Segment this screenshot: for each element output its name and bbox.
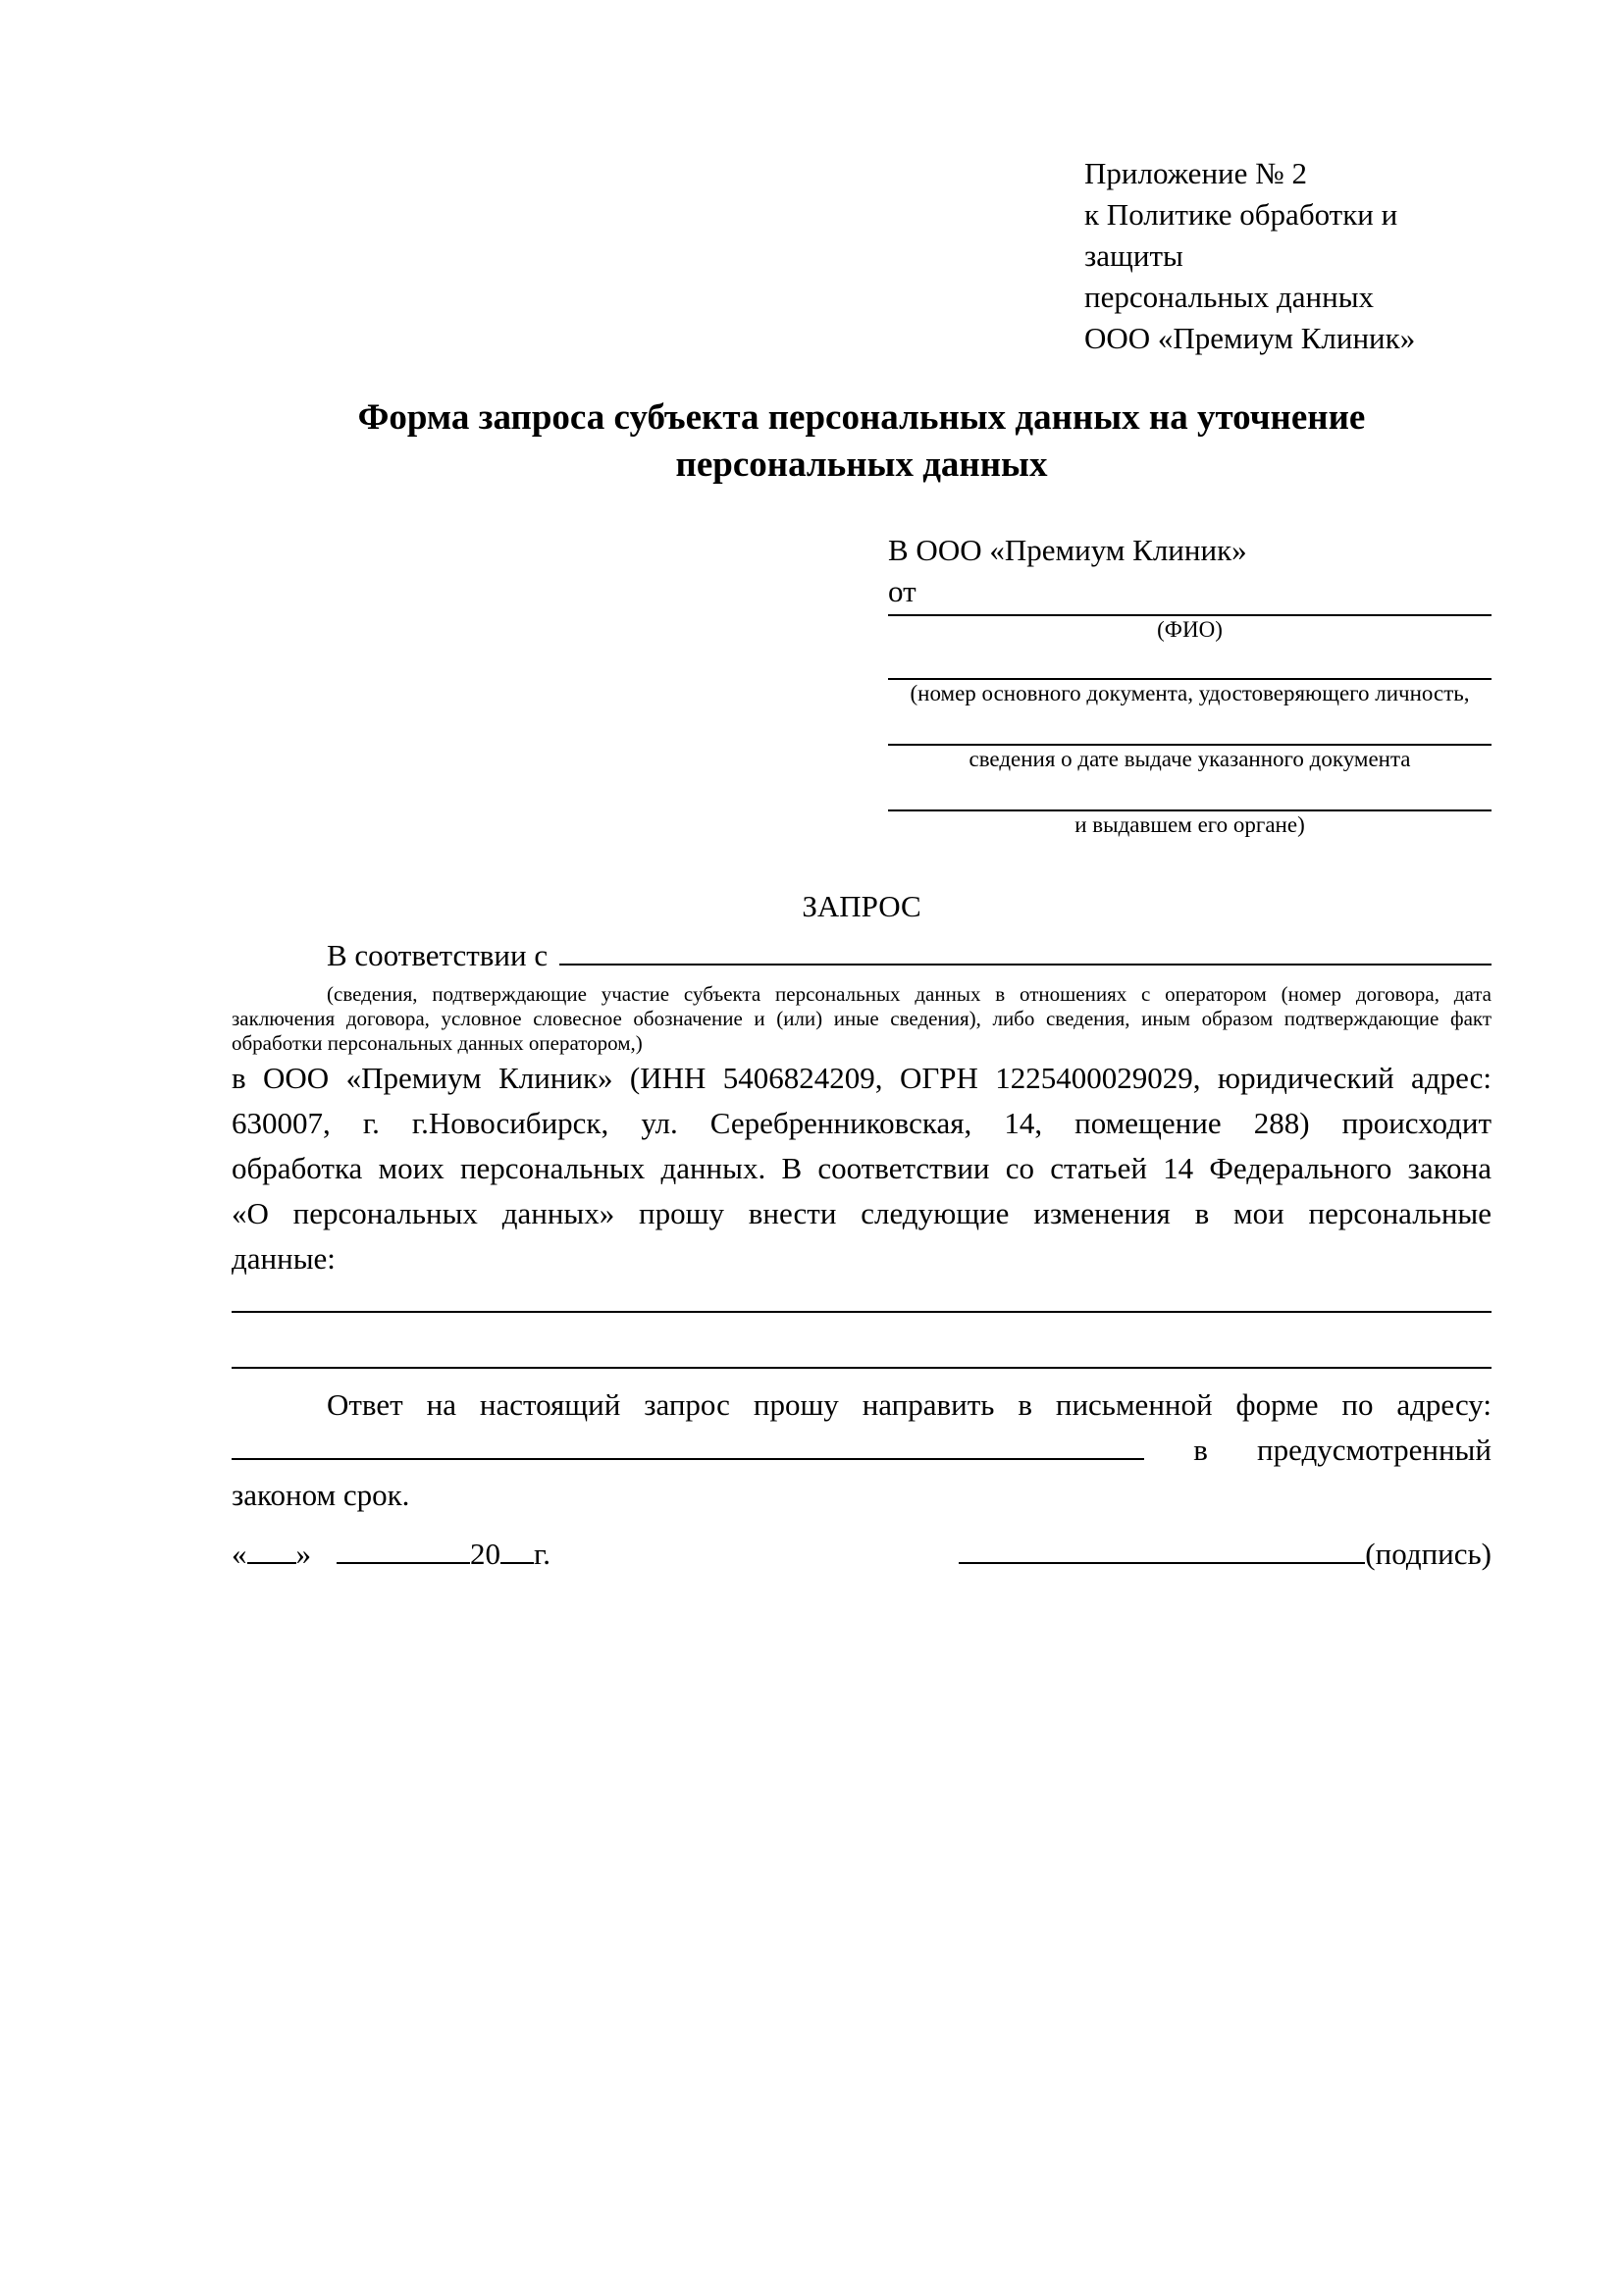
request-body [232, 1056, 1492, 1281]
addressee-to: В ООО «Премиум Клиник» [888, 533, 1247, 567]
title-line: Форма запроса субъекта персональных данных на уточнение [357, 397, 1366, 438]
year-blank-line [500, 1562, 534, 1564]
note-line: обработки персональных данных оператором,) [232, 1031, 643, 1055]
year-suffix: г. [534, 1537, 550, 1571]
appendix-line: к Политике обработки и защиты [1084, 197, 1398, 273]
appendix-line: ООО «Премиум Клиник» [1084, 321, 1416, 355]
issue-date-blank-line [888, 706, 1492, 746]
reply-term-line: законом срок. [232, 1478, 410, 1512]
issuing-authority-caption: и выдавшем его органе) [1074, 812, 1305, 837]
changes-blank-line-2 [232, 1313, 1492, 1369]
accordance-line [232, 933, 1492, 978]
reply-word-a: в [1193, 1433, 1208, 1467]
appendix-line: персональных данных [1084, 280, 1375, 314]
signature-row [232, 1532, 1492, 1577]
addressee-from: от [888, 574, 916, 608]
date-field [232, 1532, 550, 1577]
body-line: в ООО «Премиум Клиник» (ИНН 5406824209, ОГРН 1225400029029, юридический адрес: [232, 1061, 1492, 1095]
note-line: заключения договора, условное словесное обозначение и (или) иные сведения), либо сведения, иным образом подтверждающие факт [232, 1007, 1492, 1030]
month-blank-line [337, 1562, 470, 1564]
issue-date-caption: сведения о дате выдаче указанного документа [969, 747, 1411, 771]
signature-caption: (подпись) [1365, 1537, 1492, 1571]
issuing-authority-blank-line [888, 772, 1492, 811]
reply-address-line [232, 1428, 1492, 1473]
note-line: (сведения, подтверждающие участие субъекта персональных данных в отношениях с оператором (номер договора, дата [327, 982, 1492, 1006]
reply-word-b: предусмотренный [1257, 1433, 1492, 1467]
title-line: персональных данных [675, 444, 1048, 485]
appendix-line: Приложение № 2 [1084, 156, 1307, 190]
body-line: обработка моих персональных данных. В соответствии со статьей 14 Федерального закона [232, 1151, 1492, 1185]
body-line: 630007, г. г.Новосибирск, ул. Серебренниковская, 14, помещение 288) происходит [232, 1106, 1492, 1140]
document-number-blank-line [888, 643, 1492, 680]
signature-blank-line [959, 1562, 1365, 1564]
address-blank-line [232, 1458, 1144, 1460]
body-line: «О персональных данных» прошу внести следующие изменения в мои персональные [232, 1196, 1492, 1230]
fio-caption: (ФИО) [1157, 617, 1223, 642]
reply-request-line: Ответ на настоящий запрос прошу направить в письменной форме по адресу: [327, 1387, 1492, 1422]
accordance-blank-line [559, 964, 1492, 965]
accordance-note [232, 982, 1492, 1056]
accordance-prefix: В соответствии с [327, 938, 549, 972]
request-heading: ЗАПРОС [802, 889, 921, 923]
date-quote-close: » [295, 1537, 311, 1571]
signature-field [959, 1532, 1492, 1577]
document-number-caption: (номер основного документа, удостоверяющего личность, [910, 681, 1470, 705]
date-quote-open: « [232, 1537, 247, 1571]
body-line: данные: [232, 1241, 336, 1276]
document-title [232, 394, 1492, 489]
year-prefix: 20 [470, 1537, 500, 1571]
appendix-block [1084, 153, 1492, 359]
day-blank-line [247, 1562, 296, 1564]
addressee-block [888, 530, 1492, 838]
